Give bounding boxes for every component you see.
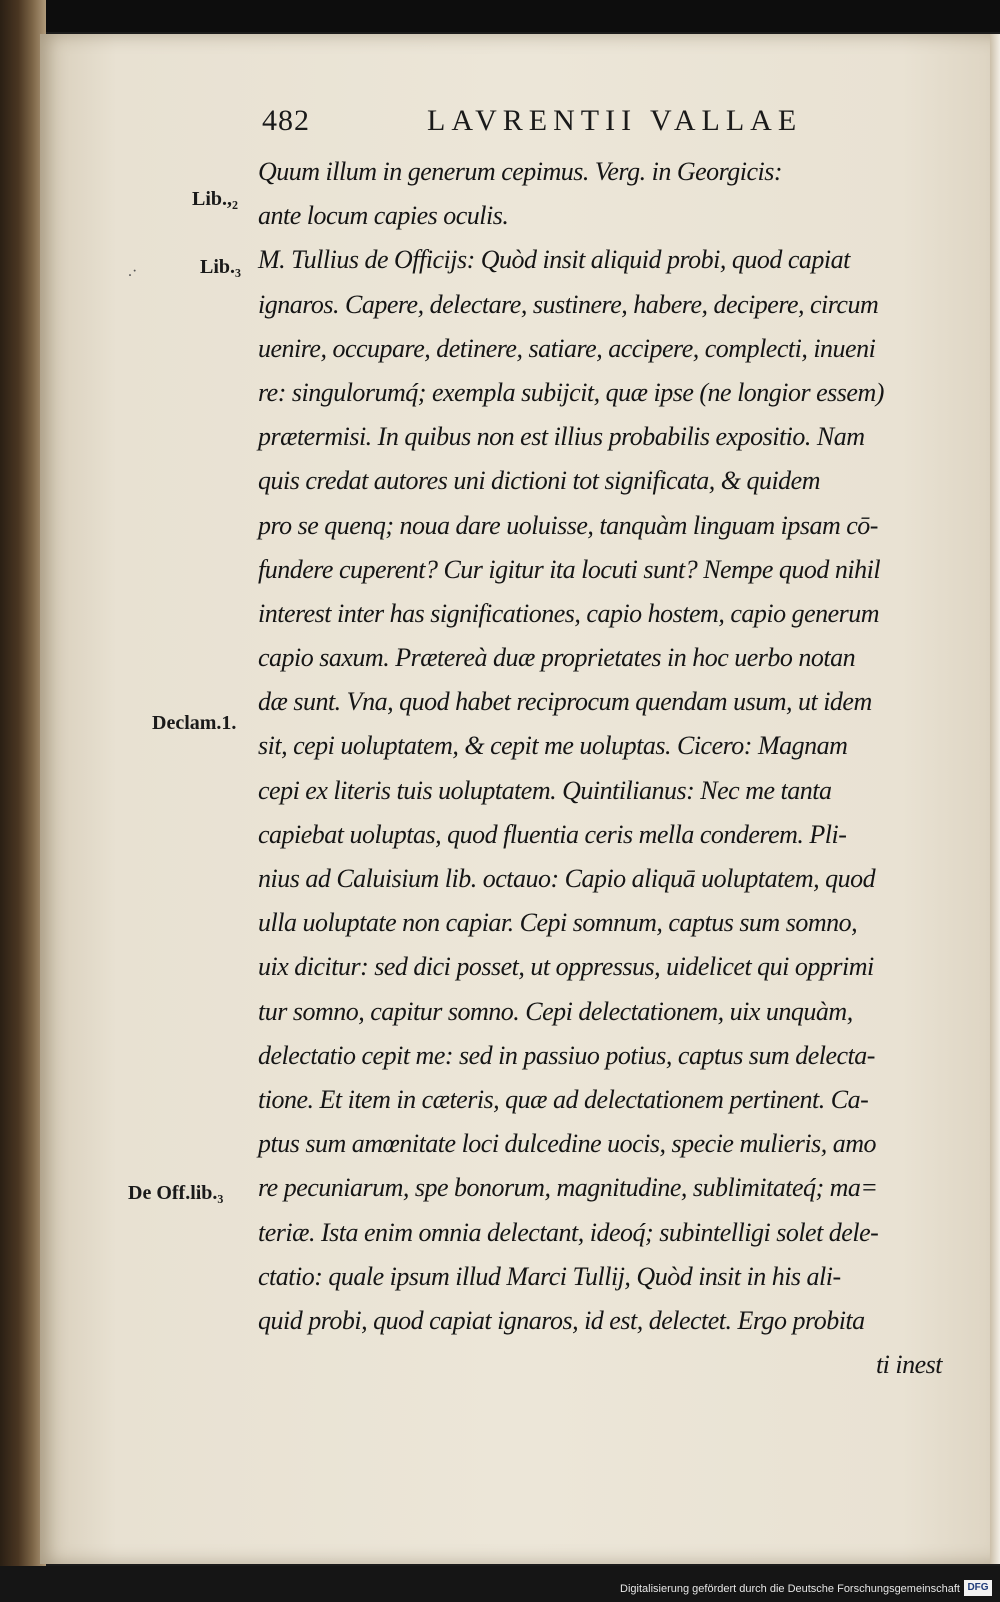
- dfg-logo: DFG: [964, 1580, 992, 1596]
- page-edge: [990, 34, 1000, 1564]
- text-line: uix dicitur: sed dici posset, ut oppressus, uidelicet qui opprimi: [258, 952, 874, 982]
- text-line: quis credat autores uni dictioni tot significata, & quidem: [258, 466, 820, 496]
- margin-note: Lib.₃: [200, 256, 242, 278]
- text-line: tur somno, capitur somno. Cepi delectationem, uix unquàm,: [258, 996, 853, 1026]
- text-line: re pecuniarum, spe bonorum, magnitudine, sublimitateq́; ma=: [258, 1173, 878, 1203]
- text-line: fundere cuperent? Cur igitur ita locuti sunt? Nempe quod nihil: [258, 554, 881, 584]
- digitization-credit: Digitalisierung gefördert durch die Deutsche Forschungsgemeinschaft: [620, 1583, 960, 1595]
- text-line: cepi ex literis tuis uoluptatem. Quintilianus: Nec me tanta: [258, 775, 832, 805]
- page-number: 482: [262, 104, 310, 137]
- margin-note: De Off.lib.₃: [128, 1182, 224, 1204]
- text-line: ptus sum amœnitate loci dulcedine uocis, specie mulieris, amo: [258, 1129, 876, 1159]
- body-text: [258, 150, 958, 1387]
- text-line: capiebat uoluptas, quod fluentia ceris mella conderem. Pli-: [258, 819, 847, 849]
- text-line: pro se quenq; noua dare uoluisse, tanquàm linguam ipsam cō-: [258, 510, 878, 540]
- text-line: tione. Et item in cæteris, quæ ad delectationem pertinent. Ca-: [258, 1084, 869, 1114]
- running-title: LAVRENTII VALLAE: [427, 104, 803, 137]
- text-line: uenire, occupare, detinere, satiare, accipere, complecti, inueni: [258, 333, 876, 363]
- text-line: re: singulorumq́; exempla subijcit, quæ ipse (ne longior essem): [258, 377, 884, 407]
- text-line: nius ad Caluisium lib. octauo: Capio aliquā uoluptatem, quod: [258, 864, 876, 893]
- marginal-notes: [0, 0, 260, 1400]
- page-header: [262, 100, 862, 140]
- text-line: delectatio cepit me: sed in passiuo potius, captus sum delecta-: [258, 1040, 875, 1070]
- text-line: Quum illum in generum cepimus. Verg. in Georgicis:: [258, 157, 783, 186]
- text-line: capio saxum. Prætereà duæ proprietates in hoc uerbo notan: [258, 643, 856, 673]
- text-line: interest inter has significationes, capio hostem, capio generum: [258, 598, 880, 628]
- text-line: quid probi, quod capiat ignaros, id est, delectet. Ergo probita: [258, 1305, 865, 1335]
- text-line: sit, cepi uoluptatem, & cepit me uoluptas. Cicero: Magnam: [258, 731, 848, 761]
- ink-speck: .·: [128, 263, 138, 280]
- text-line: ignaros. Capere, delectare, sustinere, habere, decipere, circum: [258, 289, 879, 319]
- text-line: ti inest: [875, 1350, 942, 1380]
- text-line: ctatio: quale ipsum illud Marci Tullij, Quòd insit in his ali-: [258, 1261, 841, 1291]
- text-line: ante locum capies oculis.: [258, 201, 509, 231]
- text-line: M. Tullius de Officijs: Quòd insit aliquid probi, quod capiat: [258, 245, 850, 275]
- margin-note: Lib.,₂: [192, 188, 239, 210]
- text-line: teriæ. Ista enim omnia delectant, ideoq́; subintelligi solet dele-: [258, 1217, 879, 1247]
- text-line: dæ sunt. Vna, quod habet reciprocum quendam usum, ut idem: [258, 687, 872, 717]
- margin-note: Declam.1.: [152, 712, 237, 734]
- text-line: prætermisi. In quibus non est illius probabilis expositio. Nam: [258, 422, 865, 452]
- text-line: ulla uoluptate non capiar. Cepi somnum, captus sum somno,: [258, 908, 858, 938]
